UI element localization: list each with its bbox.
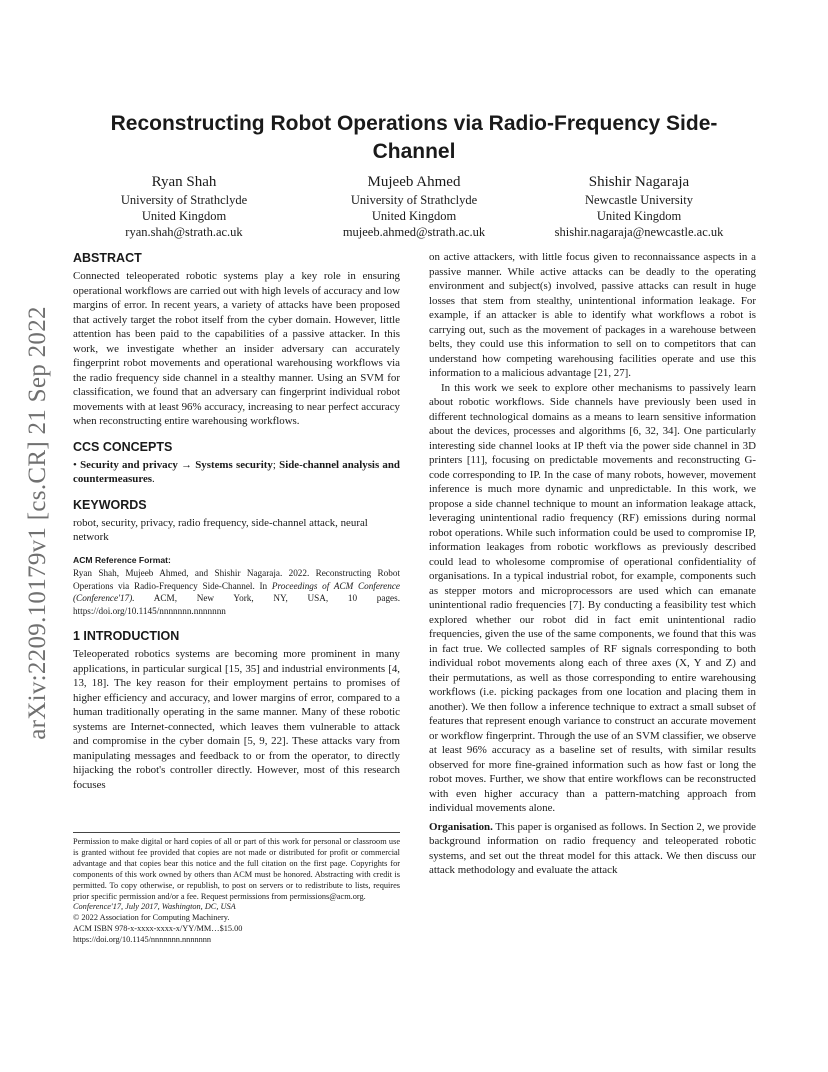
acm-reference-authors: Ryan Shah, Mujeeb Ahmed, and Shishir Nagaraja. 2022. Reconstructing Robot Operations via Radio-Frequency Side-Channel. In xyxy=(73,568,400,591)
organisation-text: This paper is organised as follows. In Section 2, we provide background information on radio frequency and teleoperated robotic systems, and set out the threat model for this attack. We then discuss our attack methodology and evaluate the attack xyxy=(429,820,756,876)
ccs-concepts xyxy=(73,458,400,487)
right-column xyxy=(429,250,756,878)
author-name: Shishir Nagaraja xyxy=(588,174,690,190)
author-country: United Kingdom xyxy=(371,209,457,223)
ccs-concept: Systems security xyxy=(195,458,273,471)
author-affiliation: University of Strathclyde xyxy=(350,193,478,207)
arxiv-identifier-margin xyxy=(18,288,58,758)
paper-title: Reconstructing Robot Operations via Radio-Frequency Side-Channel xyxy=(110,112,718,163)
ccs-end: . xyxy=(152,473,155,485)
introduction-paragraph: Teleoperated robotics systems are becoming more prominent in many applications, in particular surgical [15, 35] and industrial environments [4, 13, 18]. The key reason for their employment pertains to promises of higher efficiency and accuracy, and lower margins of error, compared to a human traditionally operating in the same manner. Many of these robotic systems are Internet-connected, which leaves them vulnerable to attack and compromise in the cyber domain [5, 9, 22]. These attacks vary from manipulating messages and feedback to or from the operator, to directly hijacking the robot's controller directly. However, most of this research focuses xyxy=(73,648,400,791)
author-email: mujeeb.ahmed@strath.ac.uk xyxy=(342,225,486,239)
author-3 xyxy=(524,173,754,240)
footnote-block xyxy=(73,832,400,946)
arxiv-identifier: arXiv:2209.10179v1 [cs.CR] 21 Sep 2022 xyxy=(24,306,51,740)
ccs-concept: Side-channel analysis and countermeasures xyxy=(73,458,400,485)
author-affiliation: Newcastle University xyxy=(585,193,693,207)
body-paragraph: on active attackers, with little focus given to reconnaissance aspects in a passive manner. While active attacks can be deadly to the operating environment and subject(s) involved, passive attacks can result in huge losses that stem from stealthy, unintentional information leakage. For example, if an attacker is able to identify what workflows a robot is carrying out, such as the movement of packages in a warehouse between belts, they could use this information to sell on to competitors that can understand how competing warehousing facilities operate and use this information to a malicious advantage [21, 27]. xyxy=(429,251,756,379)
organisation-label: Organisation. xyxy=(429,820,493,833)
copyright-notice: © 2022 Association for Computing Machinery. xyxy=(73,913,230,923)
author-email: ryan.shah@strath.ac.uk xyxy=(125,225,243,239)
ccs-heading: CCS CONCEPTS xyxy=(73,439,173,454)
author-country: United Kingdom xyxy=(141,209,227,223)
organisation-paragraph xyxy=(429,820,756,878)
author-country: United Kingdom xyxy=(596,209,682,223)
body-paragraph: In this work we seek to explore other mechanisms to passively learn about robotic workflows. Side channels have previously been used in different technological domains as a means to learn sensitive information about the devices, processes and algorithms [6, 32, 34]. One particularly interesting side channel looks at IP theft via the power side channel in 3D printers [11], focusing on predictable movements and reconstructing G-code corresponding to IP. In the case of many robots, however, movement inference is much more dynamic and unpredictable. In this work, we propose a side channel technique to mount an information leakage attack, leveraging unintentional radio frequency (RF) emissions during normal robot operations. While such information could be used to compromise IP, information leakages from robotic workflows as previously described could lead to wholesome compromise of operational confidentiality of organisations. In a typical industrial robot, for example, components such as stepper motors and microprocessors are used which can emanate unintentional radio frequencies [7]. By conducting a feasibility test which explored whether our robot did in fact emit unintentional radio frequencies, given the use of the same components, we found that this was in fact true. We collected samples of RF signals corresponding to both individual robot movements along each of three axes (X, Y and Z) and their permutations, as well as those corresponding to entire warehousing workflows (i.e. picking packages from one location and placing them in another). We then follow a inference technique to extract a small subset of features that represent enough variance to construct an accurate movement or workflow fingerprint. Through the use of an SVM classifier, we observe at least 96% accuracy as a baseline set of results, with similar results observed for more fine-grained information such as how fast or long the robot moves. Further, we show that entire workflows can be reconstructed with even higher accuracy than a pattern-matching approach from individual movements alone. xyxy=(429,381,756,814)
doi: https://doi.org/10.1145/nnnnnnn.nnnnnnn xyxy=(73,935,212,945)
isbn: ACM ISBN 978-x-xxxx-xxxx-x/YY/MM…$15.00 xyxy=(73,924,243,934)
acm-reference-publisher: ACM, New York, NY, USA, 10 pages. https://doi.org/10.1145/nnnnnnn.nnnnnnn xyxy=(73,593,400,616)
keywords-text: robot, security, privacy, radio frequency, side-channel attack, neural network xyxy=(73,516,368,543)
ccs-bullet: • xyxy=(73,458,77,471)
permission-notice: Permission to make digital or hard copies of all or part of this work for personal or classroom use is granted without fee provided that copies are not made or distributed for profit or commercial advantage and that copies bear this notice and the full citation on the first page. Copyrights for components of this work owned by others than ACM must be honored. Abstracting with credit is permitted. To copy otherwise, or republish, to post on servers or to redistribute to lists, requires prior specific permission and/or a fee. Request permissions from permissions@acm.org. xyxy=(73,837,400,901)
introduction-heading: 1 INTRODUCTION xyxy=(73,629,180,643)
acm-reference-heading: ACM Reference Format: xyxy=(73,554,171,565)
author-affiliation: University of Strathclyde xyxy=(120,193,248,207)
author-email: shishir.nagaraja@newcastle.ac.uk xyxy=(554,225,724,239)
ccs-separator: ; xyxy=(272,458,276,471)
author-2 xyxy=(304,173,524,240)
keywords-heading: KEYWORDS xyxy=(73,497,147,512)
footnote-rule xyxy=(73,832,400,833)
left-column xyxy=(73,250,400,792)
acm-reference-text xyxy=(73,567,400,617)
conference-info: Conference'17, July 2017, Washington, DC, USA xyxy=(73,902,236,912)
author-name: Mujeeb Ahmed xyxy=(367,174,461,190)
abstract-heading: ABSTRACT xyxy=(73,251,142,265)
abstract-text: Connected teleoperated robotic systems play a key role in ensuring operational workflows are carried out with high levels of accuracy and low margins of error. In recent years, a variety of attacks have been proposed that actively target the robot itself from the cyber domain. However, little attention has been paid to the capabilities of a passive attacker. In this work, we investigate whether an insider adversary can accurately fingerprint robot movements and operational warehousing workflows via the radio frequency side channel in a stealthy manner. Using an SVM for classification, we found that an adversary can fingerprint individual robot movements with at least 96% accuracy, increasing to near perfect accuracy when reconstructing entire warehousing workflows. xyxy=(73,270,400,427)
acm-reference-proceedings: Proceedings of ACM Conference (Conference'17). xyxy=(73,580,400,603)
author-name: Ryan Shah xyxy=(151,174,217,190)
ccs-concept: Security and privacy xyxy=(80,458,178,471)
author-1 xyxy=(74,173,294,240)
ccs-arrow: → xyxy=(181,458,192,471)
